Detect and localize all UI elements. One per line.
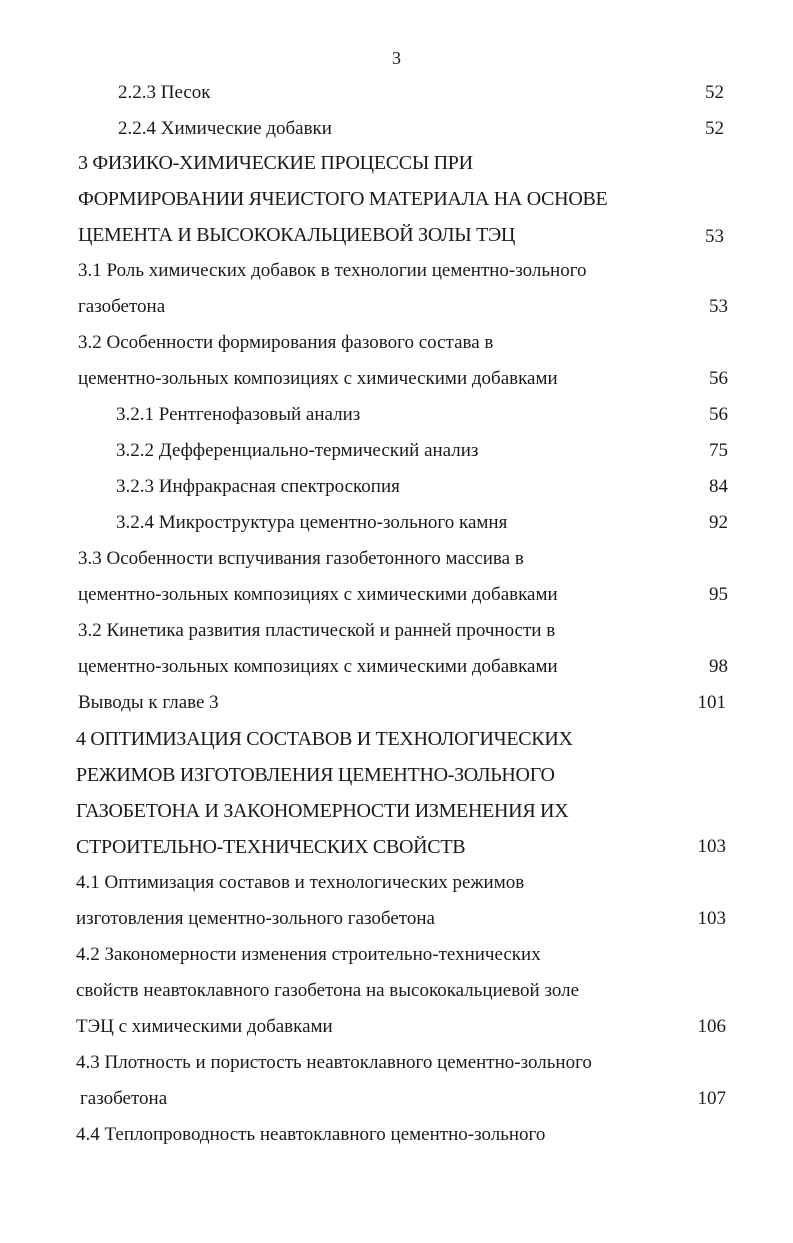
toc-entry-4-3-line-2: газобетона bbox=[80, 1088, 168, 1109]
toc-entry-4-1-line-2: изготовления цементно-зольного газобетона bbox=[76, 908, 435, 929]
toc-entry-conclusions-ch3: Выводы к главе 3 bbox=[78, 692, 219, 713]
toc-entry-3-2-4: 3.2.4 Микроструктура цементно-зольного камня bbox=[116, 512, 508, 533]
toc-entry-3-1-line-2: газобетона bbox=[78, 296, 166, 317]
page-number: 3 bbox=[392, 48, 401, 68]
toc-chapter-4-line-4: СТРОИТЕЛЬНО-ТЕХНИЧЕСКИХ СВОЙСТВ bbox=[76, 836, 466, 858]
toc-entry-3-2-kinetics-line-2: цементно-зольных композициях с химическими добавками bbox=[78, 656, 558, 677]
toc-entry-4-1-line-1: 4.1 Оптимизация составов и технологических режимов bbox=[76, 872, 525, 893]
toc-page-number: 52 bbox=[705, 118, 724, 139]
toc-page-number: 95 bbox=[709, 584, 728, 605]
toc-chapter-3-line-2: ФОРМИРОВАНИИ ЯЧЕИСТОГО МАТЕРИАЛА НА ОСНОВЕ bbox=[78, 188, 608, 210]
toc-entry-3-3-line-1: 3.3 Особенности вспучивания газобетонного массива в bbox=[78, 548, 524, 569]
toc-entry-3-2-line-2: цементно-зольных композициях с химическими добавками bbox=[78, 368, 558, 389]
toc-entry-3-2-3: 3.2.3 Инфракрасная спектроскопия bbox=[116, 476, 400, 497]
toc-entry-3-1-line-1: 3.1 Роль химических добавок в технологии цементно-зольного bbox=[78, 260, 587, 281]
toc-entry-4-3-line-1: 4.3 Плотность и пористость неавтоклавного цементно-зольного bbox=[76, 1052, 592, 1073]
toc-page-number: 98 bbox=[709, 656, 728, 677]
toc-page-number: 53 bbox=[709, 296, 728, 317]
toc-page-number: 92 bbox=[709, 512, 728, 533]
toc-page-number: 107 bbox=[697, 1088, 726, 1109]
toc-page-number: 75 bbox=[709, 440, 728, 461]
toc-entry-3-2-2: 3.2.2 Дефференциально-термический анализ bbox=[116, 440, 479, 461]
toc-page-number: 103 bbox=[697, 908, 726, 929]
toc-entry-3-2-line-1: 3.2 Особенности формирования фазового состава в bbox=[78, 332, 494, 353]
toc-page-number: 84 bbox=[709, 476, 728, 497]
toc-chapter-3-line-1: 3 ФИЗИКО-ХИМИЧЕСКИЕ ПРОЦЕССЫ ПРИ bbox=[78, 152, 473, 174]
toc-entry-4-2-line-2: свойств неавтоклавного газобетона на высококальциевой золе bbox=[76, 980, 580, 1001]
toc-chapter-4-line-3: ГАЗОБЕТОНА И ЗАКОНОМЕРНОСТИ ИЗМЕНЕНИЯ ИХ bbox=[76, 800, 569, 822]
toc-entry-4-2-line-1: 4.2 Закономерности изменения строительно-технических bbox=[76, 944, 541, 965]
toc-page-number: 106 bbox=[697, 1016, 726, 1037]
toc-page-number: 52 bbox=[705, 82, 724, 103]
toc-chapter-4-line-2: РЕЖИМОВ ИЗГОТОВЛЕНИЯ ЦЕМЕНТНО-ЗОЛЬНОГО bbox=[76, 764, 555, 786]
toc-page-number: 103 bbox=[697, 836, 726, 857]
toc-entry-2-2-3: 2.2.3 Песок bbox=[118, 82, 211, 103]
toc-chapter-4-line-1: 4 ОПТИМИЗАЦИЯ СОСТАВОВ И ТЕХНОЛОГИЧЕСКИХ bbox=[76, 728, 573, 750]
toc-entry-3-3-line-2: цементно-зольных композициях с химическими добавками bbox=[78, 584, 558, 605]
toc-chapter-3-line-3: ЦЕМЕНТА И ВЫСОКОКАЛЬЦИЕВОЙ ЗОЛЫ ТЭЦ bbox=[78, 224, 516, 246]
toc-entry-3-2-kinetics-line-1: 3.2 Кинетика развития пластической и ранней прочности в bbox=[78, 620, 556, 641]
toc-entry-2-2-4: 2.2.4 Химические добавки bbox=[118, 118, 332, 139]
toc-page-number: 53 bbox=[705, 226, 724, 247]
toc-page-number: 56 bbox=[709, 404, 728, 425]
toc-entry-4-2-line-3: ТЭЦ с химическими добавками bbox=[76, 1016, 333, 1037]
toc-entry-4-4-line-1: 4.4 Теплопроводность неавтоклавного цементно-зольного bbox=[76, 1124, 546, 1145]
toc-page-number: 56 bbox=[709, 368, 728, 389]
toc-page-number: 101 bbox=[697, 692, 726, 713]
toc-entry-3-2-1: 3.2.1 Рентгенофазовый анализ bbox=[116, 404, 361, 425]
